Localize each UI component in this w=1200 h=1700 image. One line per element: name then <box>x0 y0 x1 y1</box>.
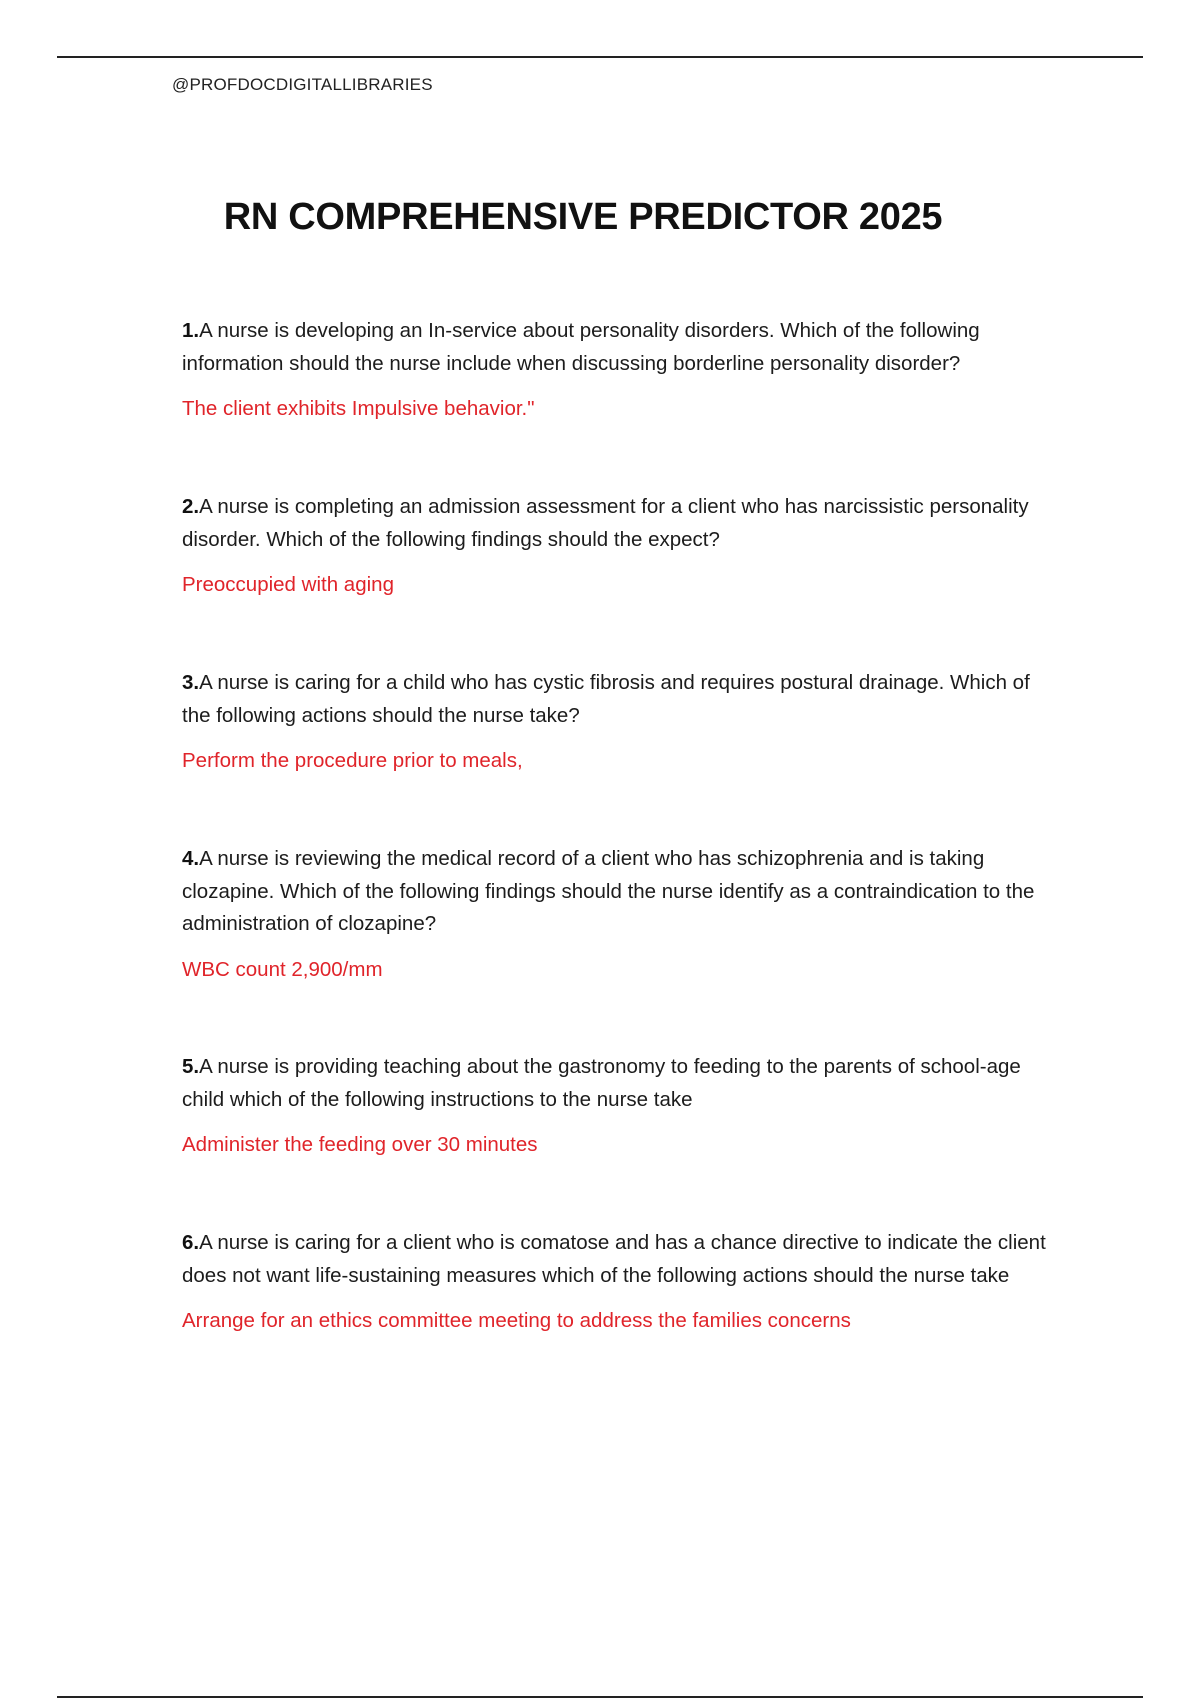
question-number: 1. <box>182 319 200 342</box>
question-number: 4. <box>182 847 200 870</box>
header-watermark: @PROFDOCDIGITALLIBRARIES <box>172 75 433 94</box>
question-block <box>182 667 1062 777</box>
document-title: RN COMPREHENSIVE PREDICTOR 2025 <box>223 196 943 238</box>
question-block <box>182 315 1062 425</box>
question-body: A nurse is caring for a child who has cystic fibrosis and requires postural drainage. Which of the following actions should the nurse take? <box>182 671 1030 727</box>
answer-text: WBC count 2,900/mm <box>182 957 383 981</box>
question-text <box>182 491 1062 556</box>
question-body: A nurse is completing an admission assessment for a client who has narcissistic personality disorder. Which of the following findings should the expect? <box>182 495 1029 551</box>
question-number: 3. <box>182 671 200 694</box>
question-text <box>182 315 1062 380</box>
question-text <box>182 667 1062 732</box>
question-number: 5. <box>182 1055 200 1078</box>
question-body: A nurse is caring for a client who is comatose and has a chance directive to indicate the client does not want life-sustaining measures which of the following actions should the nurse take <box>182 1231 1046 1287</box>
answer-text: Administer the feeding over 30 minutes <box>182 1133 538 1156</box>
question-text <box>182 1227 1062 1292</box>
question-text <box>182 843 1062 941</box>
question-text <box>182 1051 1062 1116</box>
answer-text: Arrange for an ethics committee meeting to address the families concerns <box>182 1309 851 1332</box>
answer-text: The client exhibits Impulsive behavior." <box>182 397 535 420</box>
question-number: 2. <box>182 495 200 518</box>
question-number: 6. <box>182 1231 200 1254</box>
question-body: A nurse is providing teaching about the gastronomy to feeding to the parents of school-age child which of the following instructions to the nurse take <box>182 1055 1021 1111</box>
question-body: A nurse is developing an In-service about personality disorders. Which of the following information should the nurse include when discussing borderline personality disorder? <box>182 319 980 375</box>
question-block <box>182 843 1062 986</box>
bottom-divider <box>57 1696 1143 1698</box>
answer-text: Perform the procedure prior to meals, <box>182 749 523 772</box>
top-divider <box>57 56 1143 58</box>
answer-text: Preoccupied with aging <box>182 573 394 596</box>
question-block <box>182 491 1062 601</box>
question-block <box>182 1051 1062 1161</box>
question-body: A nurse is reviewing the medical record of a client who has schizophrenia and is taking clozapine. Which of the following findings should the nurse identify as a contraindication to the administration of clozapine? <box>182 847 1035 935</box>
question-block <box>182 1227 1062 1337</box>
